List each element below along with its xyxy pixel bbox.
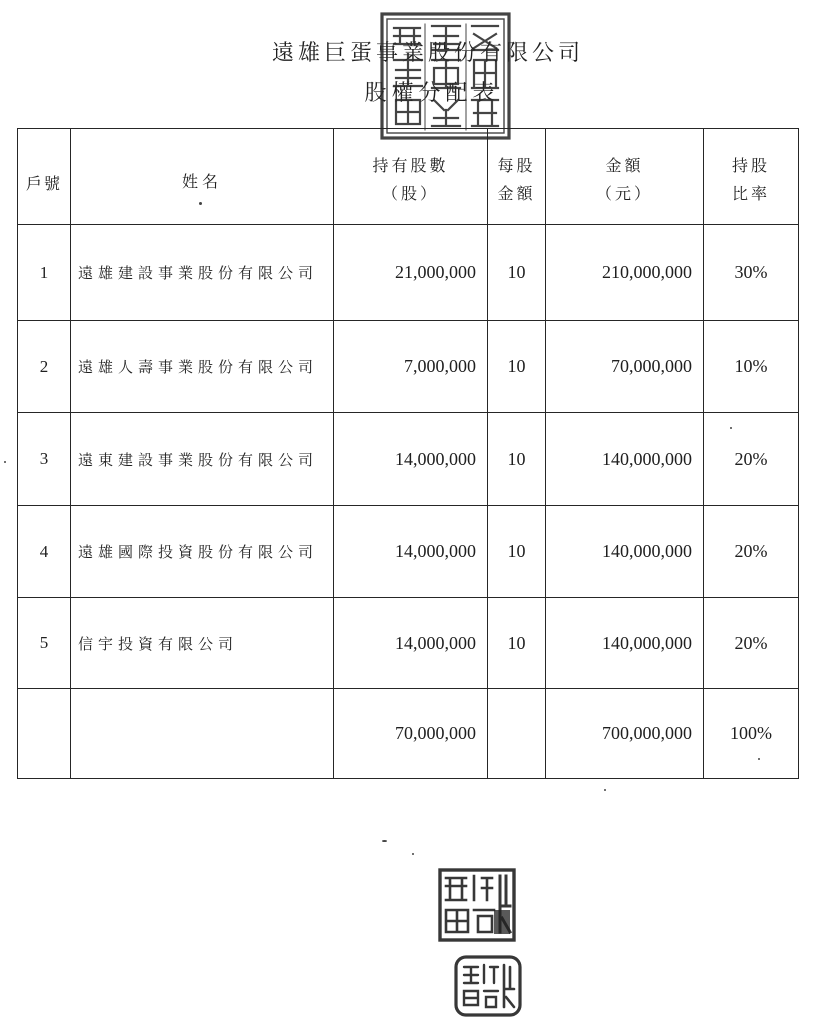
cell-name: 遠雄建設事業股份有限公司 (71, 225, 334, 321)
header-ratio-line2: 比率 (731, 183, 770, 203)
document-title: 遠雄巨蛋事業股份有限公司 (271, 41, 584, 66)
header-ratio (704, 129, 799, 225)
scan-speck (730, 427, 732, 429)
cell-name: 信宇投資有限公司 (71, 598, 334, 689)
header-household-no-label: 戶號 (25, 173, 62, 193)
cell-total-amount: 700,000,000 (546, 689, 704, 779)
header-amount-line2: （元） (595, 183, 653, 203)
cell-total-empty-no (18, 689, 71, 779)
header-shares (334, 129, 488, 225)
cell-shares: 14,000,000 (334, 506, 488, 598)
cell-ratio: 30% (704, 225, 799, 321)
cell-shares: 21,000,000 (334, 225, 488, 321)
cell-ratio: 20% (704, 413, 799, 506)
cell-total-ratio: 100% (704, 689, 799, 779)
cell-shares: 7,000,000 (334, 321, 488, 413)
cell-ratio: 10% (704, 321, 799, 413)
table-row (18, 225, 799, 321)
cell-shares: 14,000,000 (334, 413, 488, 506)
cell-name: 遠雄國際投資股份有限公司 (71, 506, 334, 598)
cell-total-empty-par (488, 689, 546, 779)
header-par-value (488, 129, 546, 225)
shareholding-table (17, 128, 799, 779)
table-row (18, 413, 799, 506)
cell-par-value: 10 (488, 506, 546, 598)
cell-amount: 140,000,000 (546, 506, 704, 598)
header-household-no (18, 129, 71, 225)
chairman-seal-stamp (452, 953, 524, 1019)
cell-amount: 70,000,000 (546, 321, 704, 413)
scan-speck (604, 789, 606, 791)
table-header-row (18, 129, 799, 225)
header-par-line2: 金額 (497, 183, 536, 203)
cell-household-no: 5 (18, 598, 71, 689)
cell-household-no: 1 (18, 225, 71, 321)
cell-total-shares: 70,000,000 (334, 689, 488, 779)
table-row (18, 506, 799, 598)
cell-par-value: 10 (488, 413, 546, 506)
document-subtitle: 股權分配表 (364, 81, 500, 106)
header-par-line1: 每股 (497, 155, 536, 175)
header-name (71, 129, 334, 225)
scan-speck (4, 461, 6, 463)
cell-shares: 14,000,000 (334, 598, 488, 689)
header-name-label: 姓名 (181, 171, 222, 191)
header-ratio-line1: 持股 (731, 155, 770, 175)
cell-name: 遠雄人壽事業股份有限公司 (71, 321, 334, 413)
cell-household-no: 2 (18, 321, 71, 413)
cell-par-value: 10 (488, 598, 546, 689)
cell-total-empty-name (71, 689, 334, 779)
scan-speck (199, 202, 202, 205)
header-amount (546, 129, 704, 225)
cell-par-value: 10 (488, 321, 546, 413)
table-row (18, 598, 799, 689)
cell-amount: 140,000,000 (546, 598, 704, 689)
cell-par-value: 10 (488, 225, 546, 321)
cell-amount: 210,000,000 (546, 225, 704, 321)
scan-speck (412, 853, 414, 855)
cell-ratio: 20% (704, 598, 799, 689)
cell-amount: 140,000,000 (546, 413, 704, 506)
scan-speck (382, 840, 387, 842)
cell-ratio: 20% (704, 506, 799, 598)
company-seal-stamp (378, 10, 513, 142)
header-shares-line1: 持有股數 (372, 155, 449, 175)
cell-household-no: 4 (18, 506, 71, 598)
header-shares-line2: （股） (381, 183, 439, 203)
scan-speck (758, 758, 760, 760)
header-amount-line1: 金額 (605, 155, 644, 175)
cell-name: 遠東建設事業股份有限公司 (71, 413, 334, 506)
representative-seal-stamp (436, 866, 518, 944)
cell-household-no: 3 (18, 413, 71, 506)
table-total-row (18, 689, 799, 779)
table-row (18, 321, 799, 413)
